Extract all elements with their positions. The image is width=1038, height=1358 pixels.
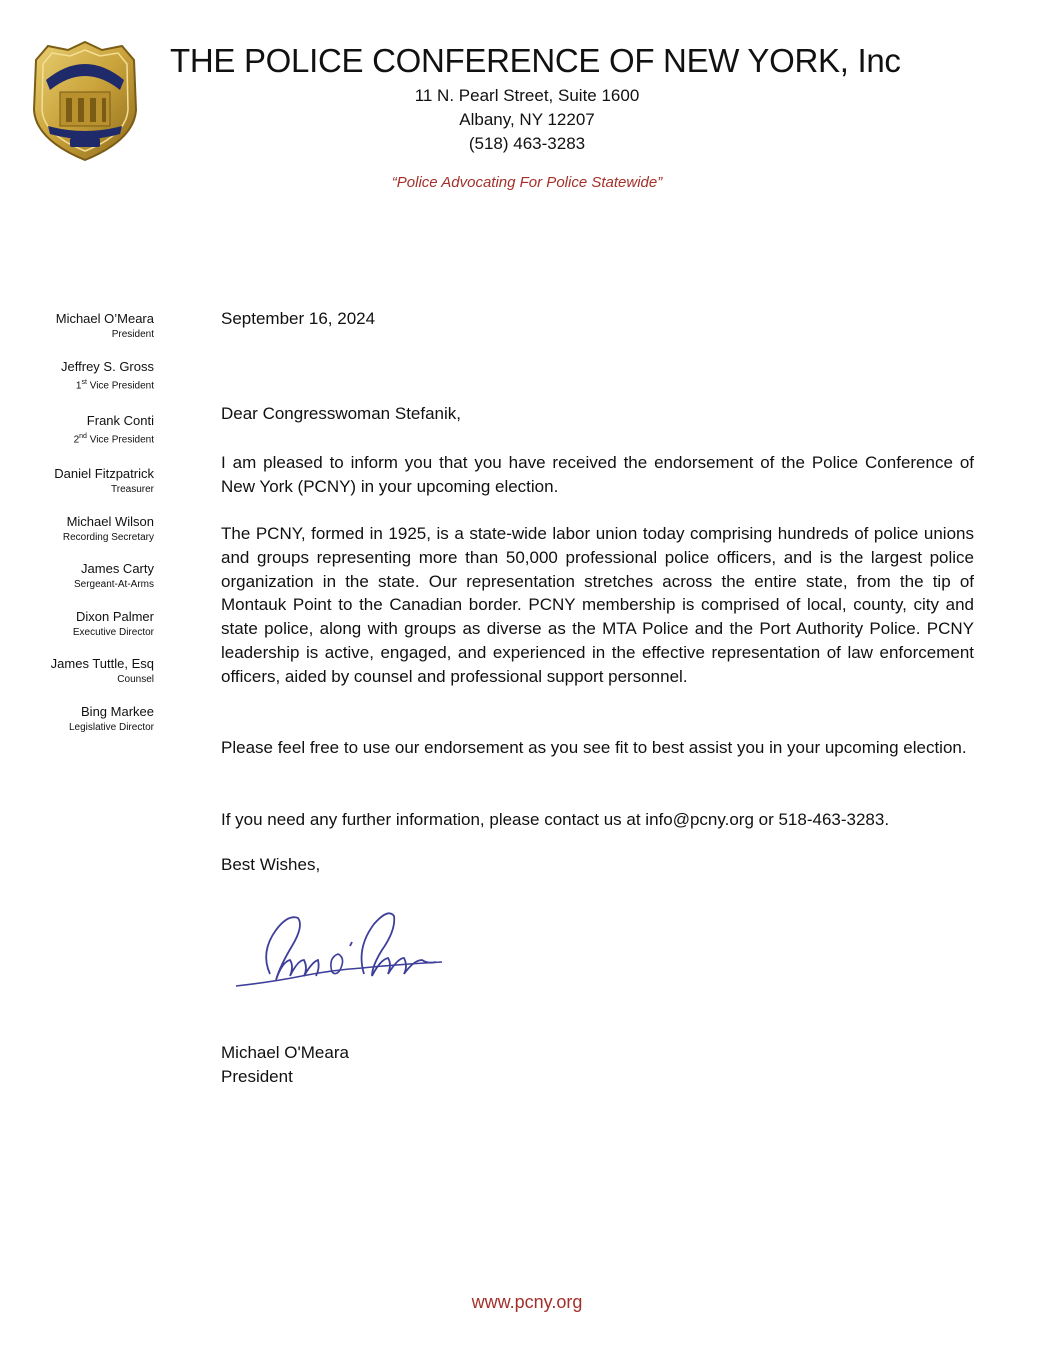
letter-date: September 16, 2024 xyxy=(221,309,376,328)
badge-icon xyxy=(30,40,140,162)
organization-name: THE POLICE CONFERENCE OF NEW YORK, Inc xyxy=(170,42,901,79)
handwritten-signature xyxy=(232,902,447,998)
officer-entry xyxy=(20,703,154,751)
signer-title: President xyxy=(221,1067,293,1086)
officers-sidebar xyxy=(20,310,154,750)
officer-name: Bing Markee xyxy=(81,703,154,719)
officer-title: Recording Secretary xyxy=(62,531,154,543)
officer-entry xyxy=(20,513,154,561)
address-street: 11 N. Pearl Street, Suite 1600 xyxy=(414,86,640,105)
pcny-badge-logo xyxy=(30,40,140,162)
officer-title: 2nd Vice President xyxy=(73,433,154,446)
officer-entry xyxy=(20,560,154,608)
closing: Best Wishes, xyxy=(221,855,321,874)
officer-entry xyxy=(20,608,154,656)
officer-entry xyxy=(20,358,154,406)
phone-number: (518) 463-3283 xyxy=(468,134,586,153)
officer-title: Counsel xyxy=(117,674,154,685)
address-city: Albany, NY 12207 xyxy=(459,110,595,129)
officer-title: Legislative Director xyxy=(68,721,154,733)
salutation: Dear Congresswoman Stefanik, xyxy=(221,404,462,423)
officer-name: Michael O’Meara xyxy=(55,311,154,326)
officer-name: Jeffrey S. Gross xyxy=(61,358,154,374)
officer-title: Executive Director xyxy=(72,626,154,638)
officer-title: Treasurer xyxy=(111,484,154,495)
officer-entry xyxy=(20,412,154,465)
officer-title: President xyxy=(111,329,154,340)
officer-name: Dixon Palmer xyxy=(75,608,154,624)
motto: “Police Advocating For Police Statewide” xyxy=(391,174,663,191)
officer-entry xyxy=(20,310,154,358)
officer-title: 1st Vice President xyxy=(75,378,154,391)
officer-entry xyxy=(20,655,154,703)
officer-entry xyxy=(20,465,154,513)
officer-name: James Carty xyxy=(81,561,154,576)
paragraph-contact: If you need any further information, please contact us at info@pcny.org or 518-463-3283. xyxy=(221,810,890,829)
signer-block xyxy=(221,1041,349,1089)
officer-name: Daniel Fitzpatrick xyxy=(54,466,154,481)
paragraph-about-pcny: The PCNY, formed in 1925, is a state-wide labor union today comprising hundreds of police unions and groups representing more than 50,000 professional police officers, and is the largest police organization in the state. Our representation stretches across the entire state, from the tip of Montauk Point to the Canadian border. PCNY membership is comprised of local, county, city and state police, along with groups as diverse as the MTA Police and the Port Authority Police. PCNY leadership is active, engaged, and experienced in the effective representation of law enforcement officers, aided by counsel and professional support personnel. xyxy=(221,524,974,686)
signature-icon xyxy=(232,902,447,998)
paragraph-endorsement: I am pleased to inform you that you have received the endorsement of the Police Conference of New York (PCNY) in your upcoming election. xyxy=(221,453,974,496)
officer-name: Michael Wilson xyxy=(66,513,154,529)
signer-name: Michael O'Meara xyxy=(221,1043,349,1062)
officer-name: Frank Conti xyxy=(86,413,154,428)
officer-title: Sergeant-At-Arms xyxy=(73,579,154,590)
footer-website-link[interactable]: www.pcny.org xyxy=(471,1292,583,1312)
paragraph-use-endorsement: Please feel free to use our endorsement as you see fit to best assist you in your upcoming election. xyxy=(221,738,967,757)
officer-name: James Tuttle, Esq xyxy=(50,656,154,671)
